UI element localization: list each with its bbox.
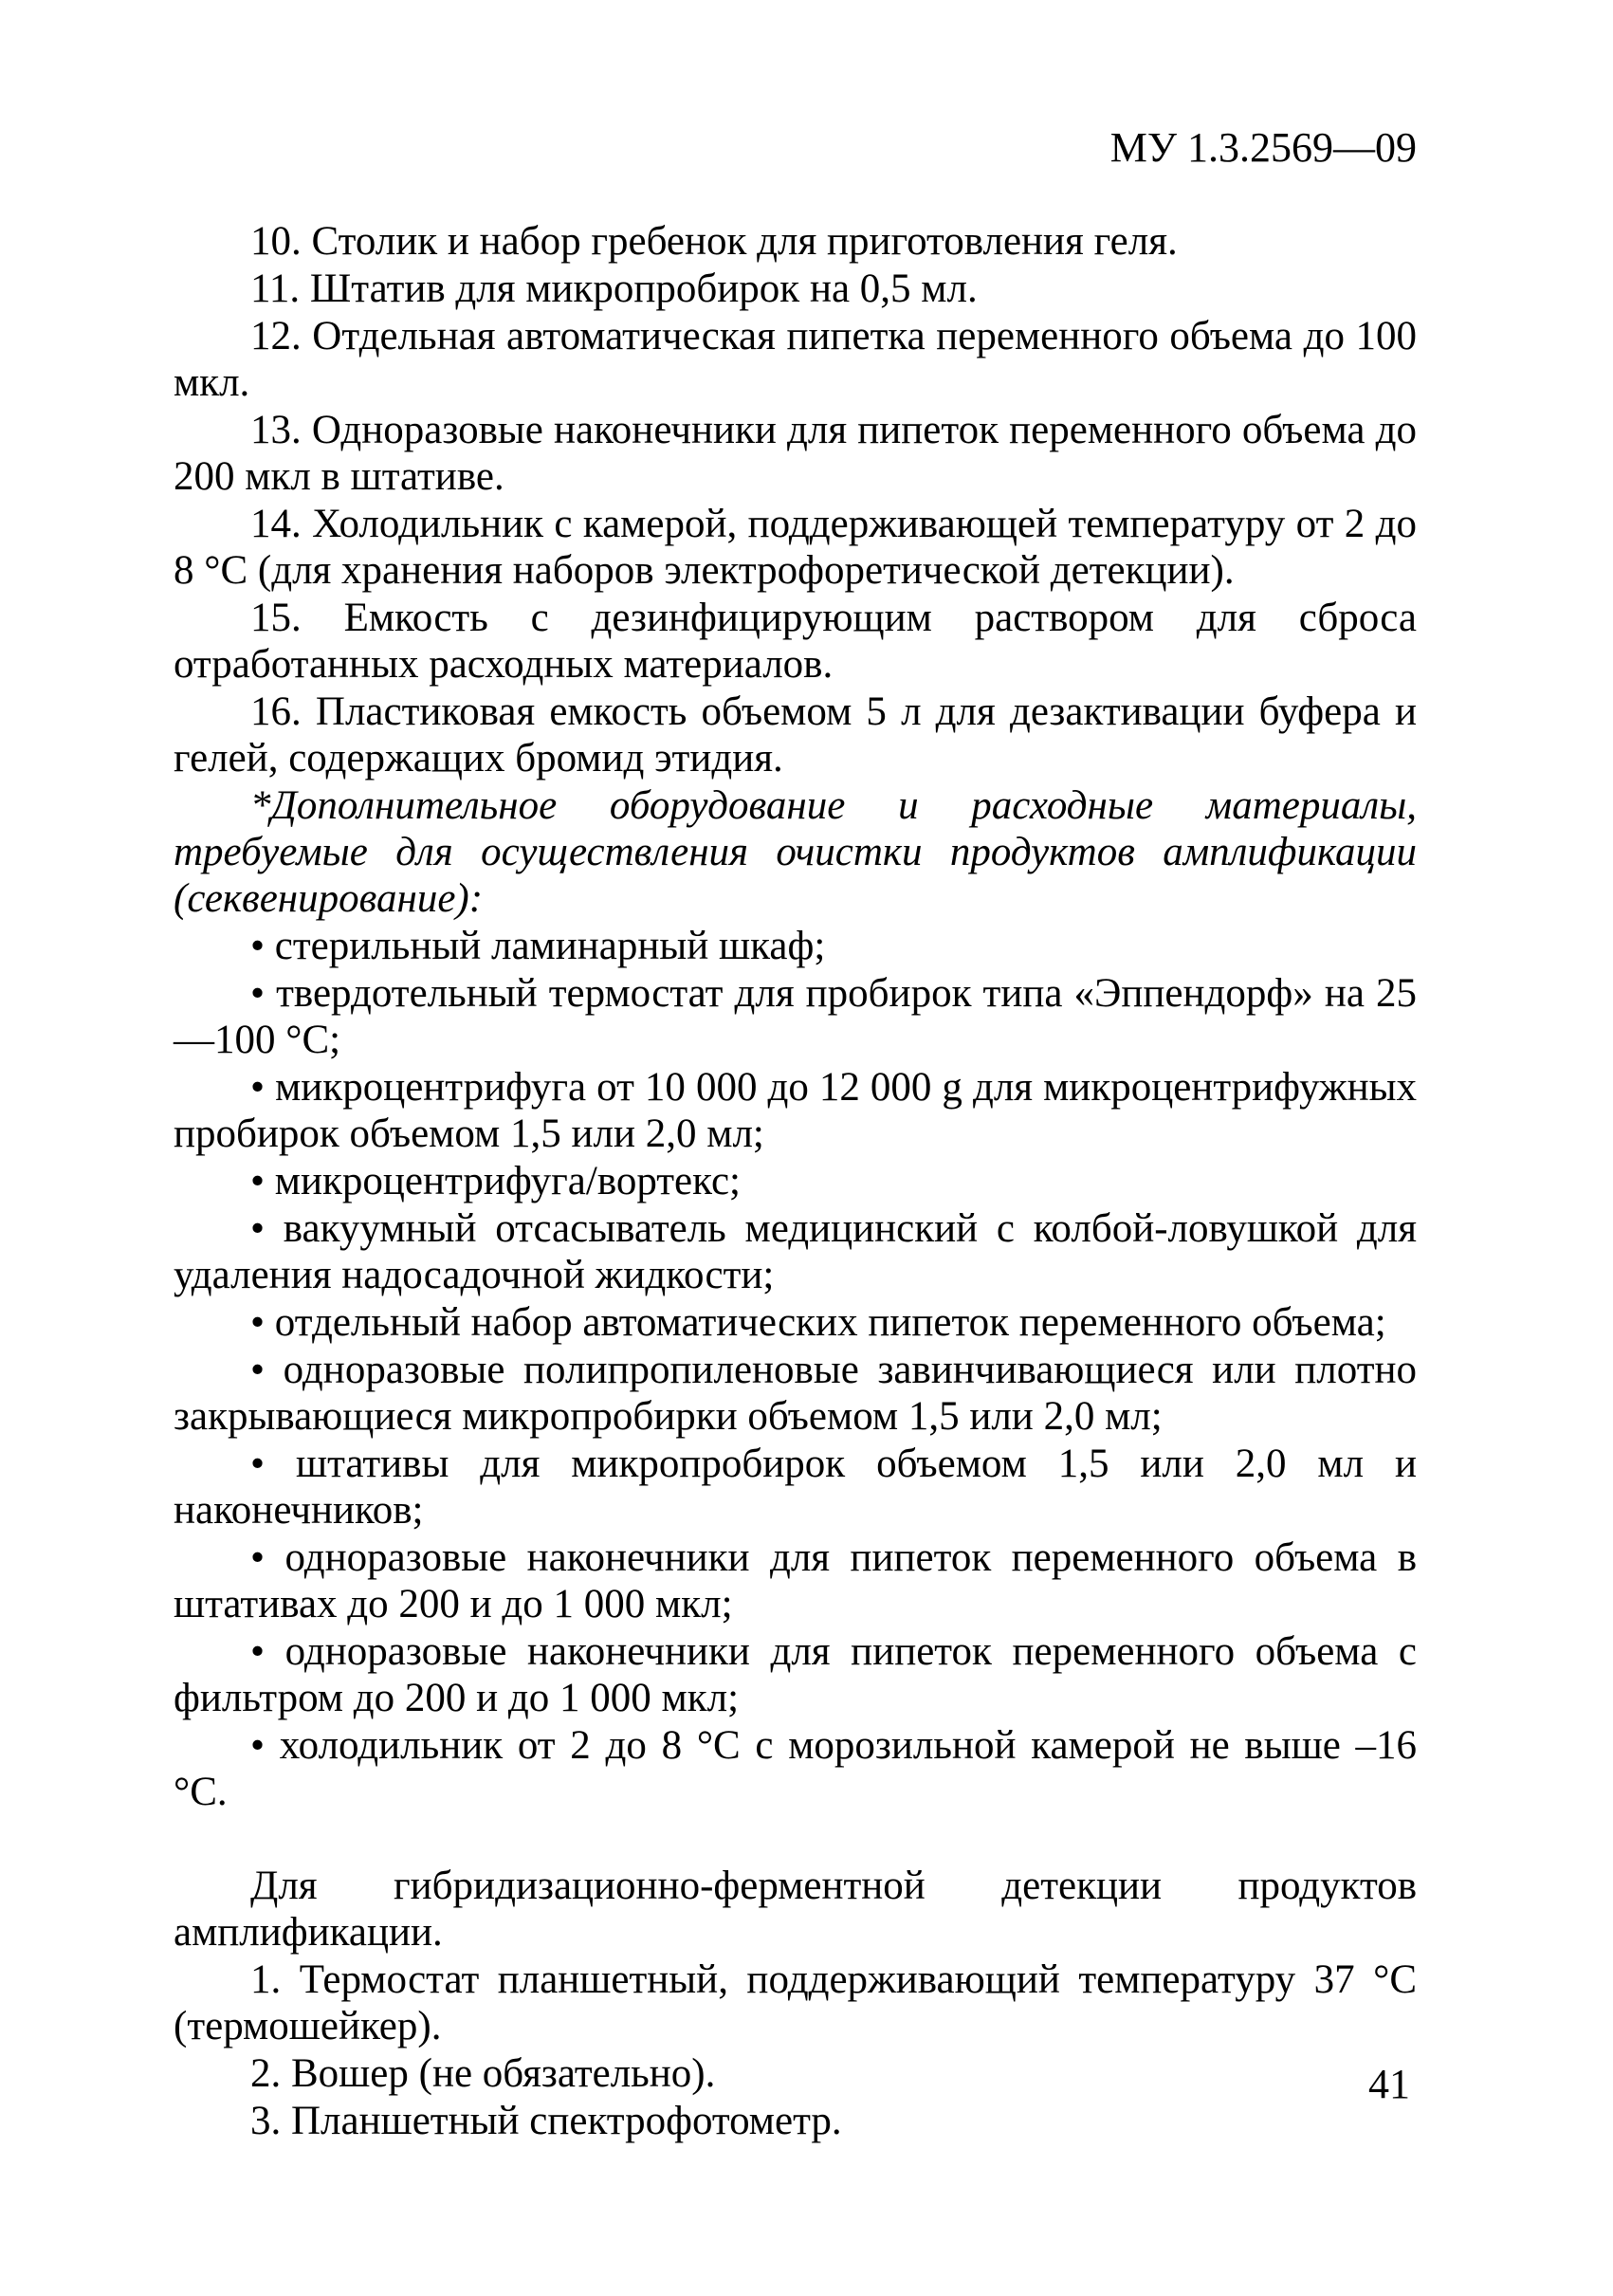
list-item: 12. Отдельная автоматическая пипетка переменного объема до 100 мкл.	[174, 314, 1417, 405]
bullet-item: • вакуумный отсасыватель медицинский с колбой-ловушкой для удаления надосадочной жидкости;	[174, 1206, 1417, 1297]
document-body	[174, 218, 1417, 2145]
list-item: 14. Холодильник с камерой, поддерживающей температуру от 2 до 8 °С (для хранения наборов электрофоретической детекции).	[174, 502, 1417, 593]
list-item: 13. Одноразовые наконечники для пипеток переменного объема до 200 мкл в штативе.	[174, 408, 1417, 499]
document-code: МУ 1.3.2569—09	[1109, 124, 1417, 171]
bullet-item: • твердотельный термостат для пробирок типа «Эппендорф» на 25—100 °С;	[174, 971, 1417, 1062]
section-heading: Для гибридизационно-ферментной детекции продуктов амплификации.	[174, 1864, 1417, 1955]
list-item: 11. Штатив для микропробирок на 0,5 мл.	[250, 266, 978, 311]
bullet-item: • холодильник от 2 до 8 °С с морозильной камерой не выше –16 °С.	[174, 1723, 1417, 1814]
additional-equipment-note: *Дополнительное оборудование и расходные материалы, требуемые для осуществления очистки продуктов амплификации (секвенирование):	[174, 783, 1417, 921]
bullet-item: • отдельный набор автоматических пипеток переменного объема;	[250, 1300, 1386, 1345]
list-item: 15. Емкость с дезинфицирующим раствором для сброса отработанных расходных материалов.	[174, 596, 1417, 687]
section-spacer	[174, 1816, 1417, 1863]
section-item: 2. Вошер (не обязательно).	[250, 2051, 716, 2096]
bullet-item: • одноразовые наконечники для пипеток переменного объема в штативах до 200 и до 1 000 мкл;	[174, 1535, 1417, 1626]
list-item: 10. Столик и набор гребенок для приготовления геля.	[250, 219, 1178, 264]
bullet-item: • микроцентрифуга/вортекс;	[250, 1159, 741, 1203]
bullet-item: • штативы для микропробирок объемом 1,5 или 2,0 мл и наконечников;	[174, 1442, 1417, 1533]
section-item: 3. Планшетный спектрофотометр.	[250, 2099, 842, 2143]
list-item: 16. Пластиковая емкость объемом 5 л для дезактивации буфера и гелей, содержащих бромид этидия.	[174, 689, 1417, 781]
section-item: 1. Термостат планшетный, поддерживающий температуру 37 °С (термошейкер).	[174, 1957, 1417, 2048]
page-number: 41	[1368, 2061, 1410, 2107]
bullet-item: • одноразовые полипропиленовые завинчивающиеся или плотно закрывающиеся микропробирки объемом 1,5 или 2,0 мл;	[174, 1348, 1417, 1439]
bullet-item: • одноразовые наконечники для пипеток переменного объема с фильтром до 200 и до 1 000 мкл;	[174, 1629, 1417, 1720]
bullet-item: • стерильный ламинарный шкаф;	[250, 924, 826, 968]
bullet-item: • микроцентрифуга от 10 000 до 12 000 g для микроцентрифужных пробирок объемом 1,5 или 2,0 мл;	[174, 1065, 1417, 1156]
